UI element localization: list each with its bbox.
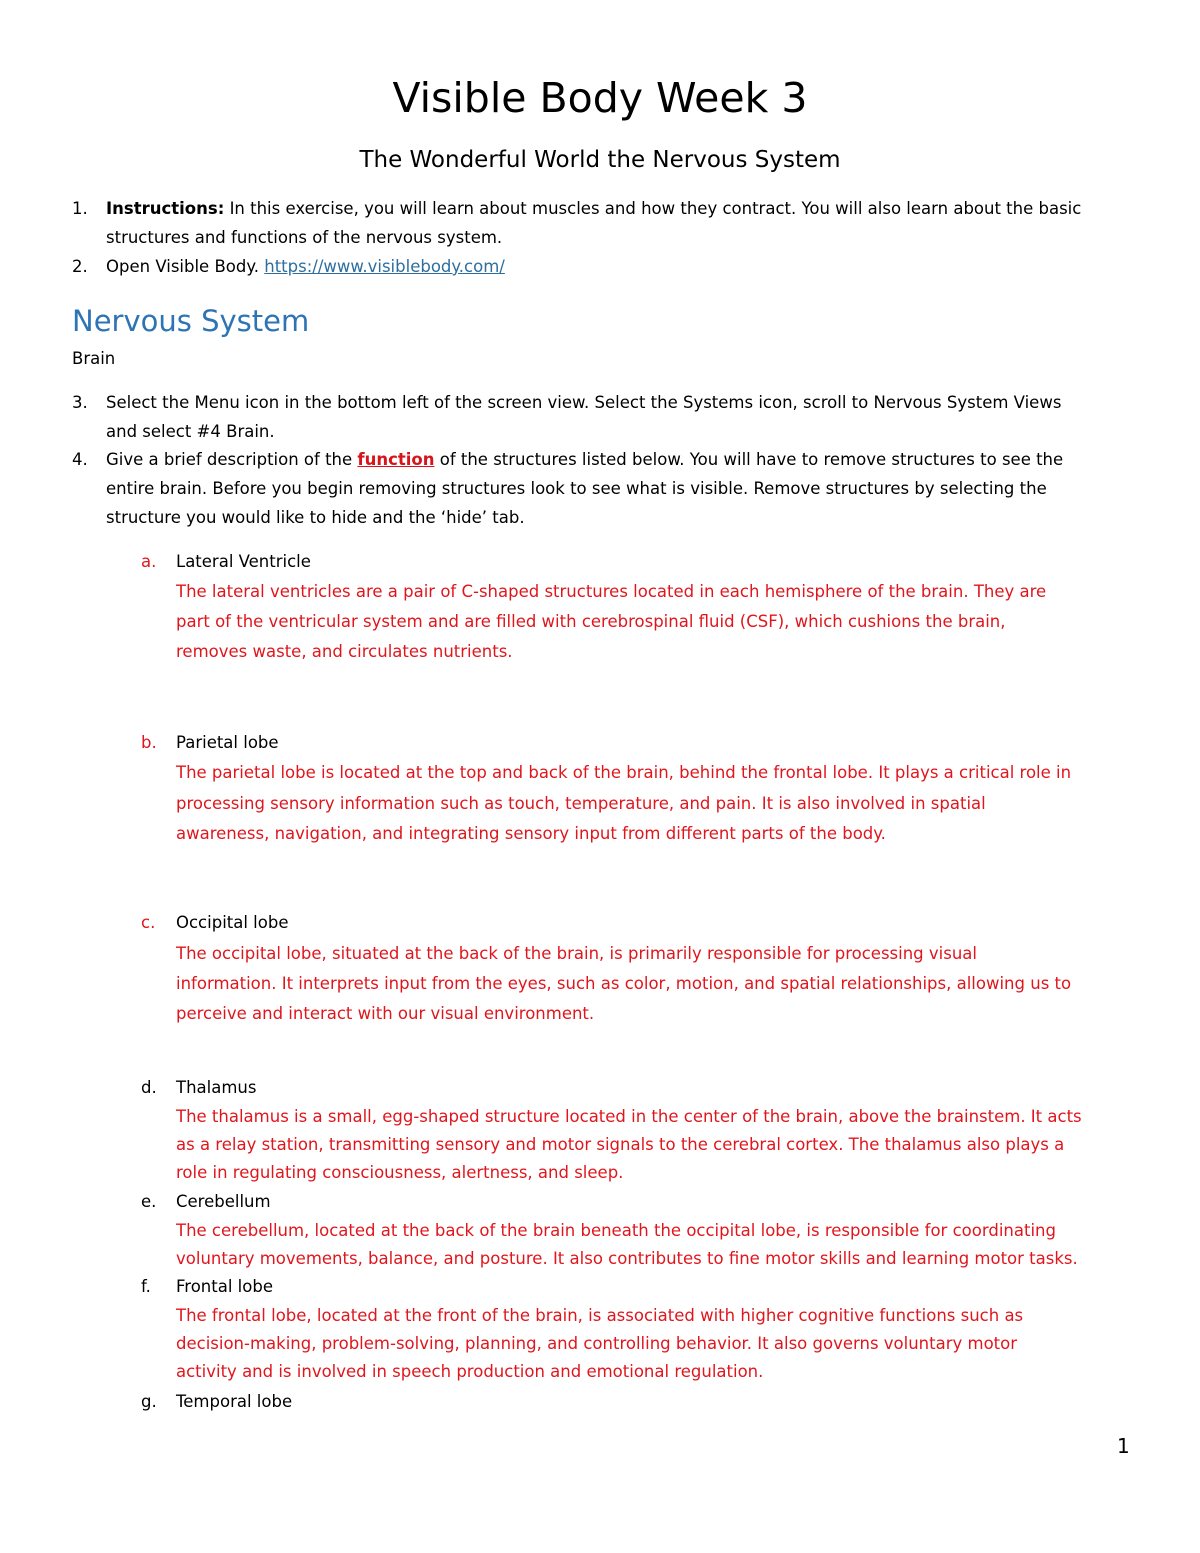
item-letter: g.: [141, 1392, 157, 1411]
list-number: 1.: [72, 199, 88, 218]
item-letter: c.: [141, 913, 156, 932]
item-letter: e.: [141, 1192, 157, 1211]
answer-line: The occipital lobe, situated at the back of the brain, is primarily responsible for processing visual: [176, 944, 977, 963]
answer-line: The thalamus is a small, egg-shaped structure located in the center of the brain, above the brainstem. It acts: [176, 1107, 1082, 1126]
structure-name: Occipital lobe: [176, 913, 289, 932]
answer-line: perceive and interact with our visual environment.: [176, 1004, 595, 1023]
step-4-line-2: entire brain. Before you begin removing structures look to see what is visible. Remove structures by selecting the: [106, 479, 1047, 498]
step-4-line-1: Give a brief description of the function of the structures listed below. You will have to remove structures to see the: [106, 450, 1064, 469]
item-letter: a.: [141, 552, 157, 571]
list-number: 3.: [72, 393, 88, 412]
instructions-line-1: Instructions: In this exercise, you will learn about muscles and how they contract. You will also learn about the basic: [106, 199, 1082, 218]
answer-line: decision-making, problem-solving, planning, and controlling behavior. It also governs voluntary motor: [176, 1334, 1018, 1353]
answer-line: processing sensory information such as touch, temperature, and pain. It is also involved in spatial: [176, 794, 986, 813]
structure-name: Parietal lobe: [176, 733, 279, 752]
step-3-line-2: and select #4 Brain.: [106, 422, 275, 441]
structure-name: Temporal lobe: [176, 1392, 293, 1411]
answer-line: The frontal lobe, located at the front of the brain, is associated with higher cognitive functions such as: [176, 1306, 1024, 1325]
answer-line: part of the ventricular system and are filled with cerebrospinal fluid (CSF), which cushions the brain,: [176, 612, 1006, 631]
visible-body-link[interactable]: https://www.visiblebody.com/: [264, 257, 505, 276]
step-3-line-1: Select the Menu icon in the bottom left of the screen view. Select the Systems icon, scroll to Nervous System Views: [106, 393, 1062, 412]
open-visible-body-line: Open Visible Body. https://www.visiblebody.com/: [106, 257, 505, 276]
answer-line: The lateral ventricles are a pair of C-shaped structures located in each hemisphere of the brain. They are: [176, 582, 1047, 601]
item-letter: f.: [141, 1277, 151, 1296]
structure-name: Frontal lobe: [176, 1277, 273, 1296]
answer-line: awareness, navigation, and integrating sensory input from different parts of the body.: [176, 824, 886, 843]
answer-line: activity and is involved in speech production and emotional regulation.: [176, 1362, 764, 1381]
instructions-line-2: structures and functions of the nervous system.: [106, 228, 503, 247]
section-heading: Nervous System: [72, 304, 310, 338]
answer-line: voluntary movements, balance, and posture. It also contributes to fine motor skills and learning motor tasks.: [176, 1249, 1078, 1268]
answer-line: removes waste, and circulates nutrients.: [176, 642, 513, 661]
answer-line: information. It interprets input from the eyes, such as color, motion, and spatial relationships, allowing us to: [176, 974, 1072, 993]
page-title: Visible Body Week 3: [392, 74, 808, 122]
answer-line: as a relay station, transmitting sensory and motor signals to the cerebral cortex. The thalamus also plays a: [176, 1135, 1065, 1154]
item-letter: d.: [141, 1078, 157, 1097]
structure-name: Lateral Ventricle: [176, 552, 311, 571]
list-number: 4.: [72, 450, 88, 469]
answer-line: The cerebellum, located at the back of the brain beneath the occipital lobe, is responsible for coordinating: [176, 1221, 1056, 1240]
answer-line: The parietal lobe is located at the top and back of the brain, behind the frontal lobe. It plays a critical role in: [176, 763, 1072, 782]
structure-name: Thalamus: [176, 1078, 257, 1097]
function-emphasis: function: [357, 450, 435, 469]
item-letter: b.: [141, 733, 157, 752]
structure-name: Cerebellum: [176, 1192, 271, 1211]
instructions-label: Instructions:: [106, 199, 225, 218]
page-number: 1: [1117, 1434, 1130, 1458]
step-4-line-3: structure you would like to hide and the ‘hide’ tab.: [106, 508, 525, 527]
page-subtitle: The Wonderful World the Nervous System: [359, 147, 841, 173]
answer-line: role in regulating consciousness, alertness, and sleep.: [176, 1163, 624, 1182]
list-number: 2.: [72, 257, 88, 276]
section-subheading: Brain: [72, 349, 116, 368]
